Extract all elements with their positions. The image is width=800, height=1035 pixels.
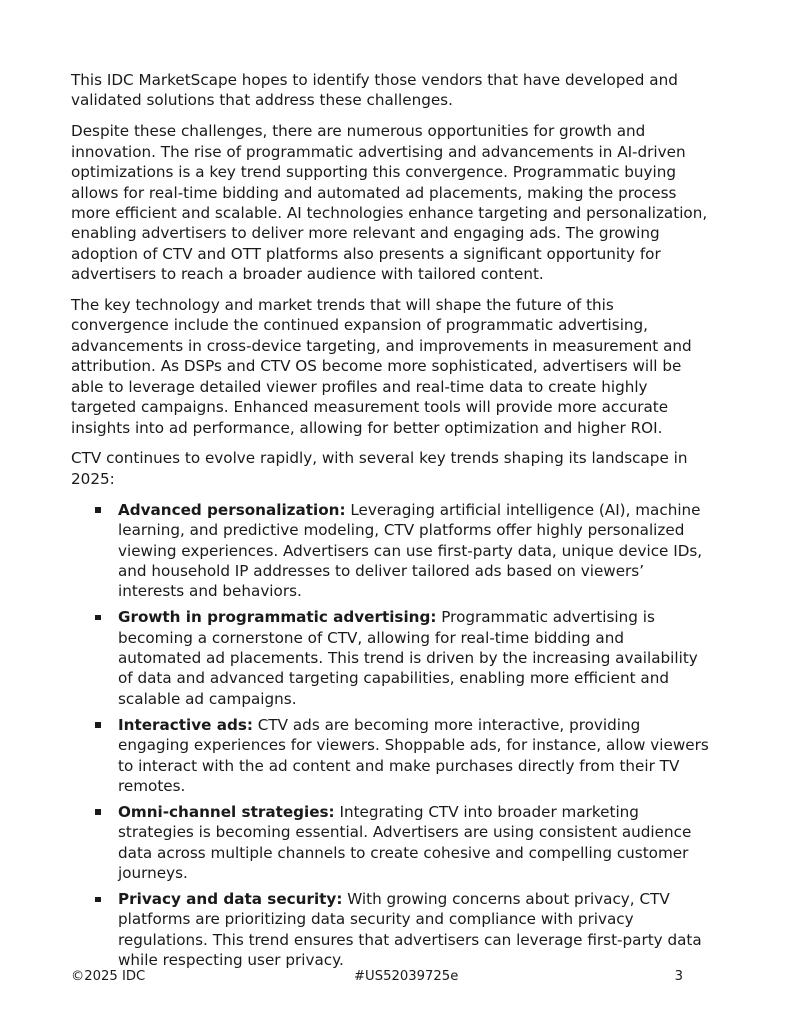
list-item: [118, 715, 711, 797]
footer-copyright: ©2025 IDC: [71, 969, 146, 984]
list-item: [118, 607, 711, 709]
paragraph-intro: This IDC MarketScape hopes to identify those vendors that have developed and validated solutions that address these challenges.: [71, 71, 678, 110]
square-bullet-icon: [95, 897, 101, 903]
paragraph-ctv-lead: CTV continues to evolve rapidly, with several key trends shaping its landscape in 2025:: [71, 449, 688, 488]
list-item-text: Integrating CTV into broader marketing strategies is becoming essential. Advertisers are using consistent audience data across multiple channels to create cohesive and compelling customer journeys.: [118, 802, 692, 883]
trend-list: [71, 500, 711, 971]
square-bullet-icon: [95, 615, 101, 621]
list-item-term: Omni-channel strategies:: [118, 802, 335, 821]
list-item-term: Advanced personalization:: [118, 500, 346, 519]
square-bullet-icon: [95, 722, 101, 728]
list-item-text: With growing concerns about privacy, CTV platforms are prioritizing data security and compliance with privacy regulations. This trend ensures that advertisers can leverage first-party data while respecting user privacy.: [118, 890, 702, 970]
list-item-text: Leveraging artificial intelligence (AI), machine learning, and predictive modeling, CTV platforms offer highly personalized viewing experiences. Advertisers can use first-party data, unique device IDs, and household IP addresses to deliver tailored ads based on viewers’ interests and behaviors.: [118, 500, 703, 601]
list-item: [118, 802, 711, 884]
list-item-text: Programmatic advertising is becoming a cornerstone of CTV, allowing for real-time bidding and automated ad placements. This trend is driven by the increasing availability of data and advanced targeting capabilities, enabling more efficient and scalable ad campaigns.: [118, 608, 698, 708]
list-item-term: Growth in programmatic advertising:: [118, 608, 437, 627]
square-bullet-icon: [95, 507, 101, 513]
list-item: [118, 500, 711, 602]
paragraph-opportunities: Despite these challenges, there are numerous opportunities for growth and innovation. The rise of programmatic advertising and advancements in AI-driven optimizations is a key trend supporting this convergence. Programmatic buying allows for real-time bidding and automated ad placements, making the process more efficient and scalable. AI technologies enhance targeting and personalization, enabling advertisers to deliver more relevant and engaging ads. The growing adoption of CTV and OTT platforms also presents a significant opportunity for advertisers to reach a broader audience with tailored content.: [71, 122, 708, 284]
page-footer: [71, 968, 683, 986]
list-item-text: CTV ads are becoming more interactive, providing engaging experiences for viewers. Shoppable ads, for instance, allow viewers to interact with the ad content and make purchases directly from their TV remotes.: [118, 715, 709, 795]
footer-page-number: 3: [674, 969, 683, 984]
list-item: [118, 889, 711, 971]
list-item-term: Privacy and data security:: [118, 890, 343, 909]
paragraph-trends: The key technology and market trends that will shape the future of this convergence include the continued expansion of programmatic advertising, advancements in cross-device targeting, and improvements in measurement and attribution. As DSPs and CTV OS become more sophisticated, advertisers will be able to leverage detailed viewer profiles and real-time data to create highly targeted campaigns. Enhanced measurement tools will provide more accurate insights into ad performance, allowing for better optimization and higher ROI.: [71, 296, 692, 437]
document-body: [71, 70, 711, 976]
list-item-term: Interactive ads:: [118, 715, 253, 734]
square-bullet-icon: [95, 809, 101, 815]
footer-document-id: #US52039725e: [354, 969, 459, 984]
